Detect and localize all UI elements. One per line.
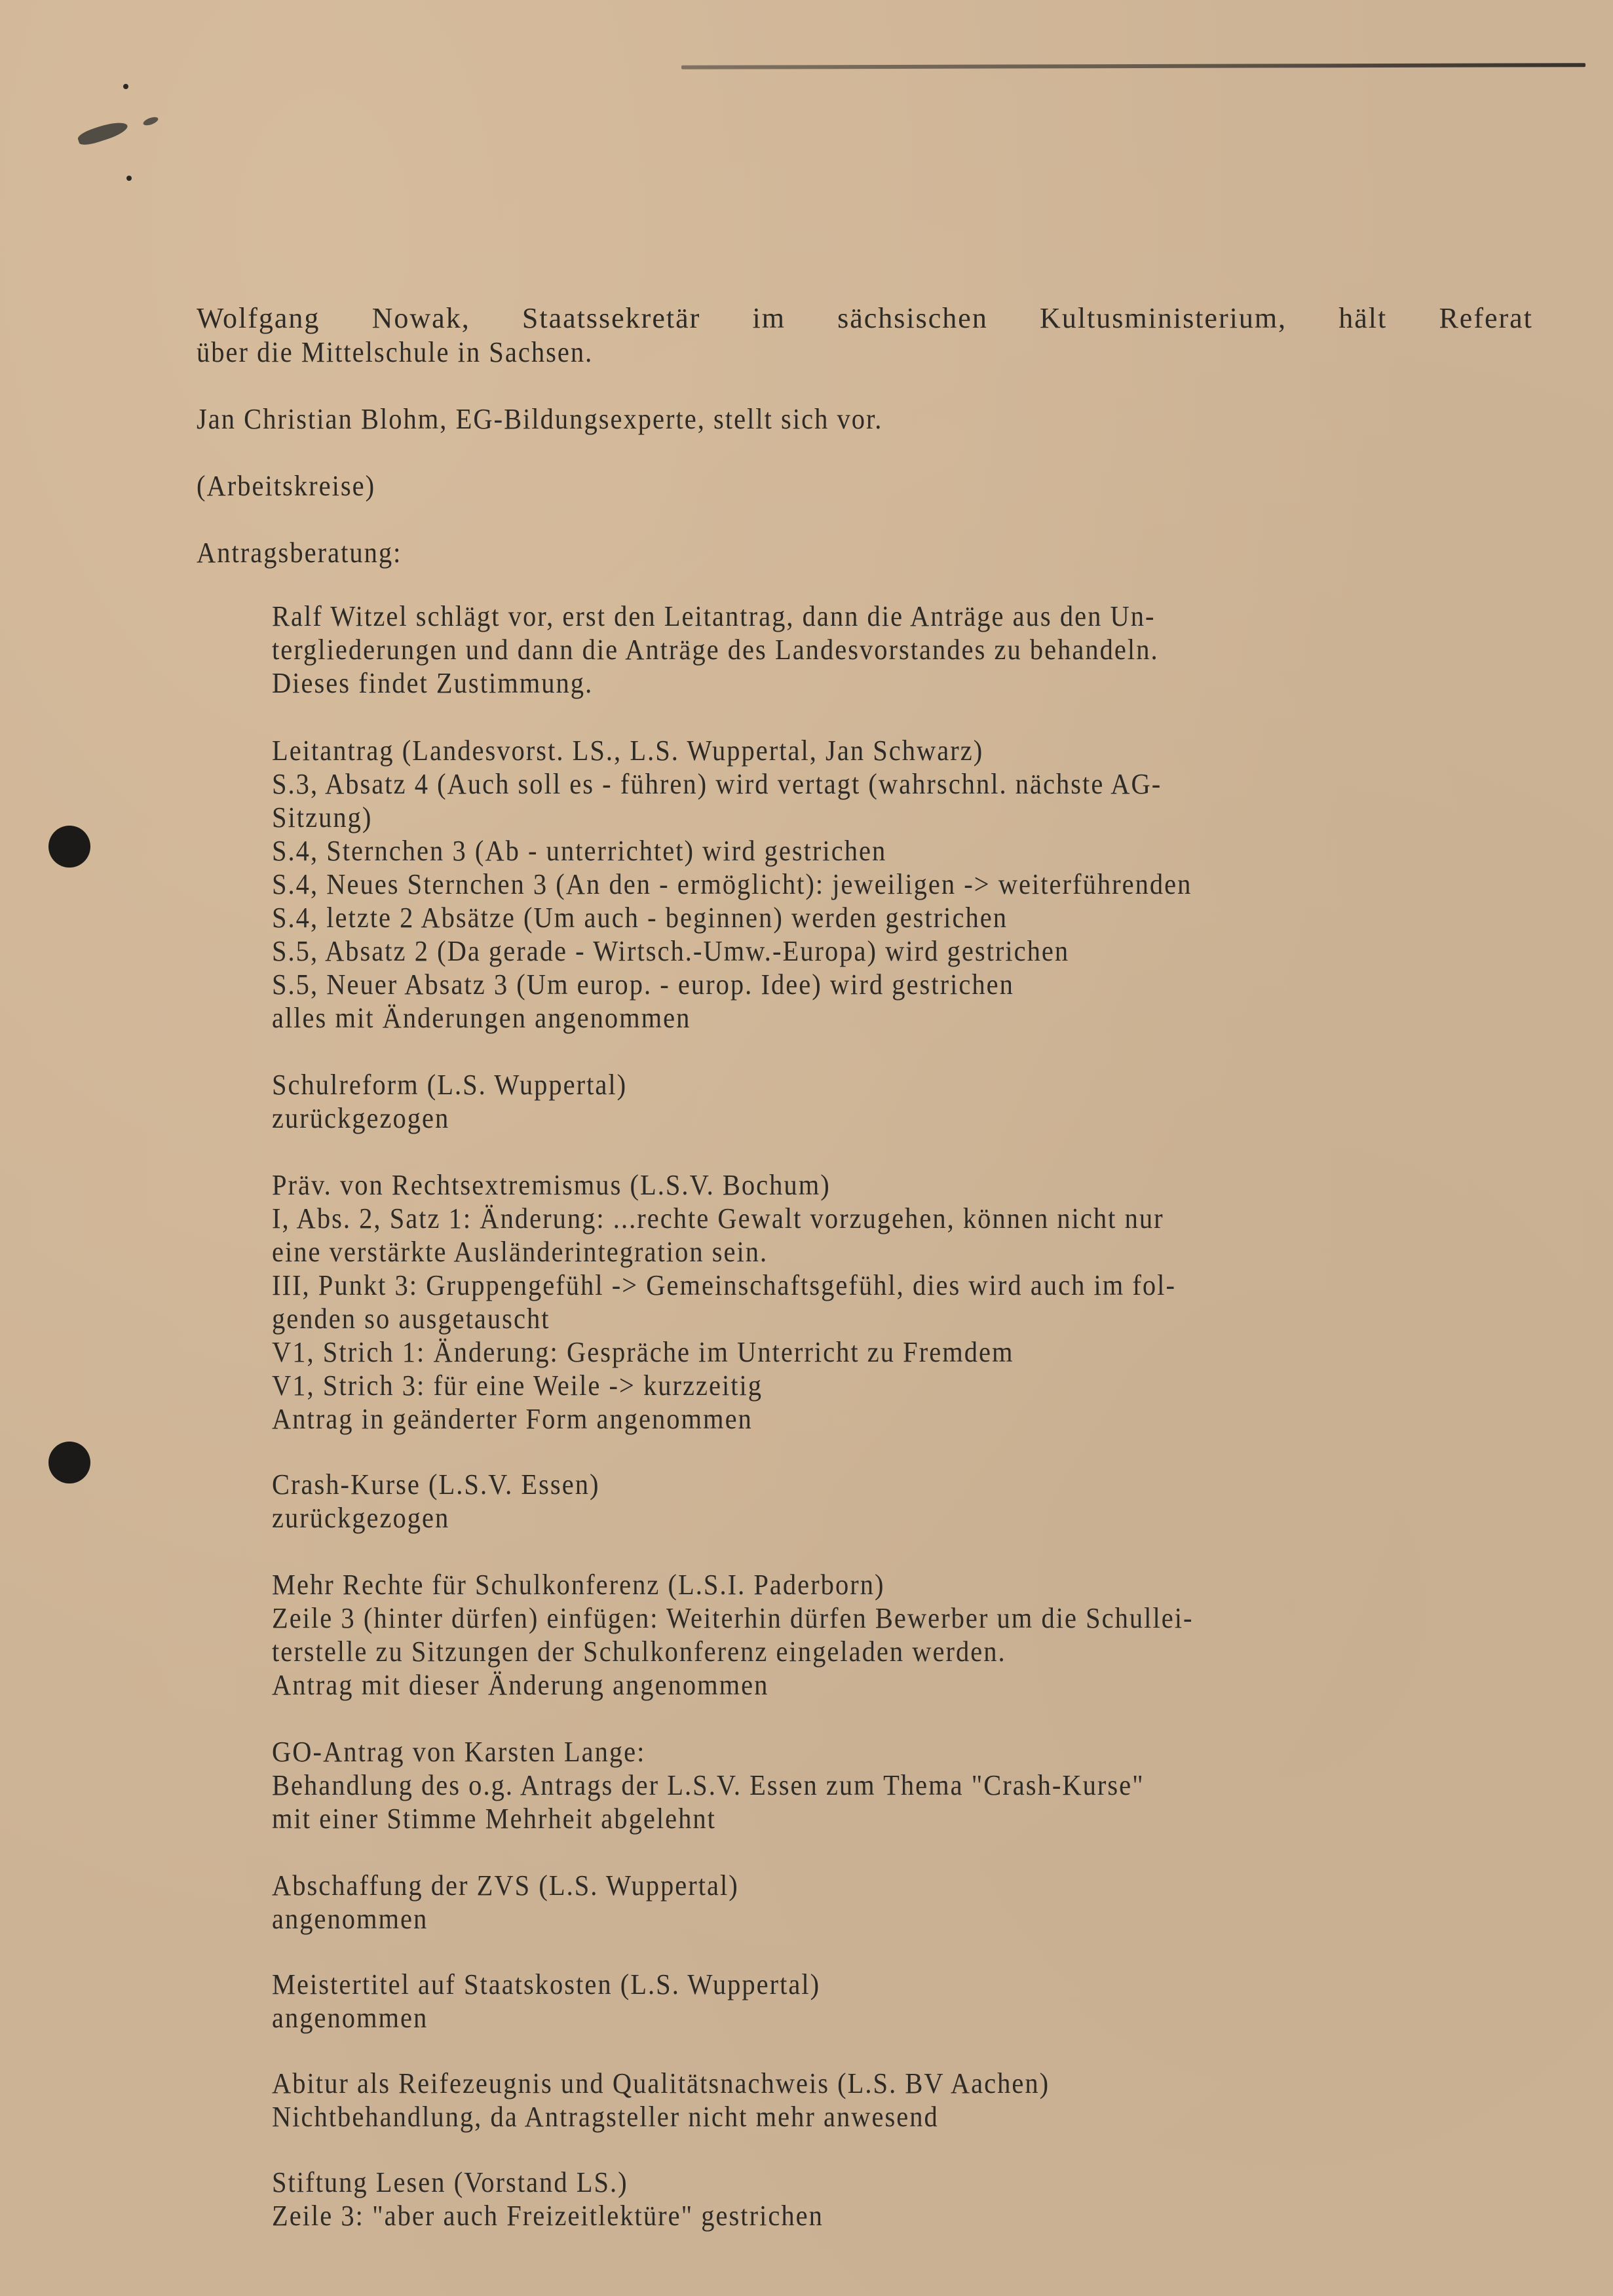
motion-line: genden so ausgetauscht: [272, 1303, 550, 1335]
workgroups-note: (Arbeitskreise): [197, 470, 376, 502]
motion-line: S.5, Absatz 2 (Da gerade - Wirtsch.-Umw.-Europa) wird gestrichen: [272, 935, 1070, 967]
motion-line: V1, Strich 3: für eine Weile -> kurzzeitig: [272, 1369, 763, 1402]
punch-hole-top: [48, 826, 90, 868]
intro-line-1-text: Wolfgang Nowak, Staatssekretär im sächsischen Kultusministerium, hält Referat: [197, 302, 1533, 334]
motions-heading: Antragsberatung:: [197, 537, 402, 569]
motion-result: Zeile 3: "aber auch Freizeitlektüre" gestrichen: [272, 2200, 824, 2232]
motion-result: alles mit Änderungen angenommen: [272, 1002, 691, 1034]
motion-title-schulreform: Schulreform (L.S. Wuppertal): [272, 1069, 628, 1101]
top-rule-line: [681, 63, 1585, 69]
motion-line: Behandlung des o.g. Antrags der L.S.V. Essen zum Thema "Crash-Kurse": [272, 1769, 1145, 1801]
motion-line: S.4, Neues Sternchen 3 (An den - ermöglicht): jeweiligen -> weiterführenden: [272, 868, 1192, 900]
motion-line: terstelle zu Sitzungen der Schulkonferenz eingeladen werden.: [272, 1636, 1006, 1668]
motion-line: I, Abs. 2, Satz 1: Änderung: ...rechte Gewalt vorzugehen, können nicht nur: [272, 1202, 1164, 1234]
motion-line: Sitzung): [272, 801, 373, 833]
motion-line: S.3, Absatz 4 (Auch soll es - führen) wird vertagt (wahrschnl. nächste AG-: [272, 768, 1162, 800]
expert-intro: Jan Christian Blohm, EG-Bildungsexperte, stellt sich vor.: [197, 403, 883, 435]
motion-result: Antrag in geänderter Form angenommen: [272, 1403, 753, 1435]
intro-line-1: [197, 301, 1533, 335]
staple-hole-bottom: [126, 176, 132, 181]
motion-title-meistertitel: Meistertitel auf Staatskosten (L.S. Wuppertal): [272, 1968, 821, 2000]
motion-line: V1, Strich 1: Änderung: Gespräche im Unterricht zu Fremdem: [272, 1336, 1014, 1368]
motion-title-schulkonferenz: Mehr Rechte für Schulkonferenz (L.S.I. Paderborn): [272, 1569, 885, 1601]
procedure-line-1: Ralf Witzel schlägt vor, erst den Leitantrag, dann die Anträge aus den Un-: [272, 600, 1156, 632]
motion-result: mit einer Stimme Mehrheit abgelehnt: [272, 1803, 716, 1835]
intro-line-2: über die Mittelschule in Sachsen.: [197, 336, 594, 368]
motion-result: angenommen: [272, 1903, 428, 1935]
motion-result: zurückgezogen: [272, 1502, 450, 1534]
ink-smudge-mark-small: [142, 115, 159, 127]
punch-hole-bottom: [48, 1442, 90, 1483]
motion-line: S.4, letzte 2 Absätze (Um auch - beginnen) werden gestrichen: [272, 902, 1008, 934]
motion-result: zurückgezogen: [272, 1102, 450, 1134]
motion-line: Zeile 3 (hinter dürfen) einfügen: Weiterhin dürfen Bewerber um die Schullei-: [272, 1602, 1194, 1634]
motion-title-rechtsextremismus: Präv. von Rechtsextremismus (L.S.V. Bochum): [272, 1169, 831, 1201]
motion-result: Antrag mit dieser Änderung angenommen: [272, 1669, 769, 1701]
procedure-line-3: Dieses findet Zustimmung.: [272, 667, 594, 699]
motion-line: eine verstärkte Ausländerintegration sein.: [272, 1236, 769, 1268]
motion-title-abitur: Abitur als Reifezeugnis und Qualitätsnachweis (L.S. BV Aachen): [272, 2067, 1050, 2099]
motion-title-stiftung-lesen: Stiftung Lesen (Vorstand LS.): [272, 2166, 628, 2198]
motion-title-leitantrag: Leitantrag (Landesvorst. LS., L.S. Wuppertal, Jan Schwarz): [272, 735, 984, 767]
ink-smudge-mark: [77, 118, 130, 147]
motion-title-zvs: Abschaffung der ZVS (L.S. Wuppertal): [272, 1869, 739, 1902]
motion-result: Nichtbehandlung, da Antragsteller nicht mehr anwesend: [272, 2101, 939, 2133]
motion-line: S.4, Sternchen 3 (Ab - unterrichtet) wird gestrichen: [272, 835, 887, 867]
motion-title-go-antrag: GO-Antrag von Karsten Lange:: [272, 1736, 646, 1768]
motion-line: S.5, Neuer Absatz 3 (Um europ. - europ. Idee) wird gestrichen: [272, 968, 1014, 1001]
motion-title-crash-kurse: Crash-Kurse (L.S.V. Essen): [272, 1468, 600, 1501]
motion-result: angenommen: [272, 2002, 428, 2034]
staple-hole-top: [123, 84, 128, 89]
motion-line: III, Punkt 3: Gruppengefühl -> Gemeinschaftsgefühl, dies wird auch im fol-: [272, 1269, 1176, 1301]
procedure-line-2: tergliederungen und dann die Anträge des Landesvorstandes zu behandeln.: [272, 634, 1159, 666]
